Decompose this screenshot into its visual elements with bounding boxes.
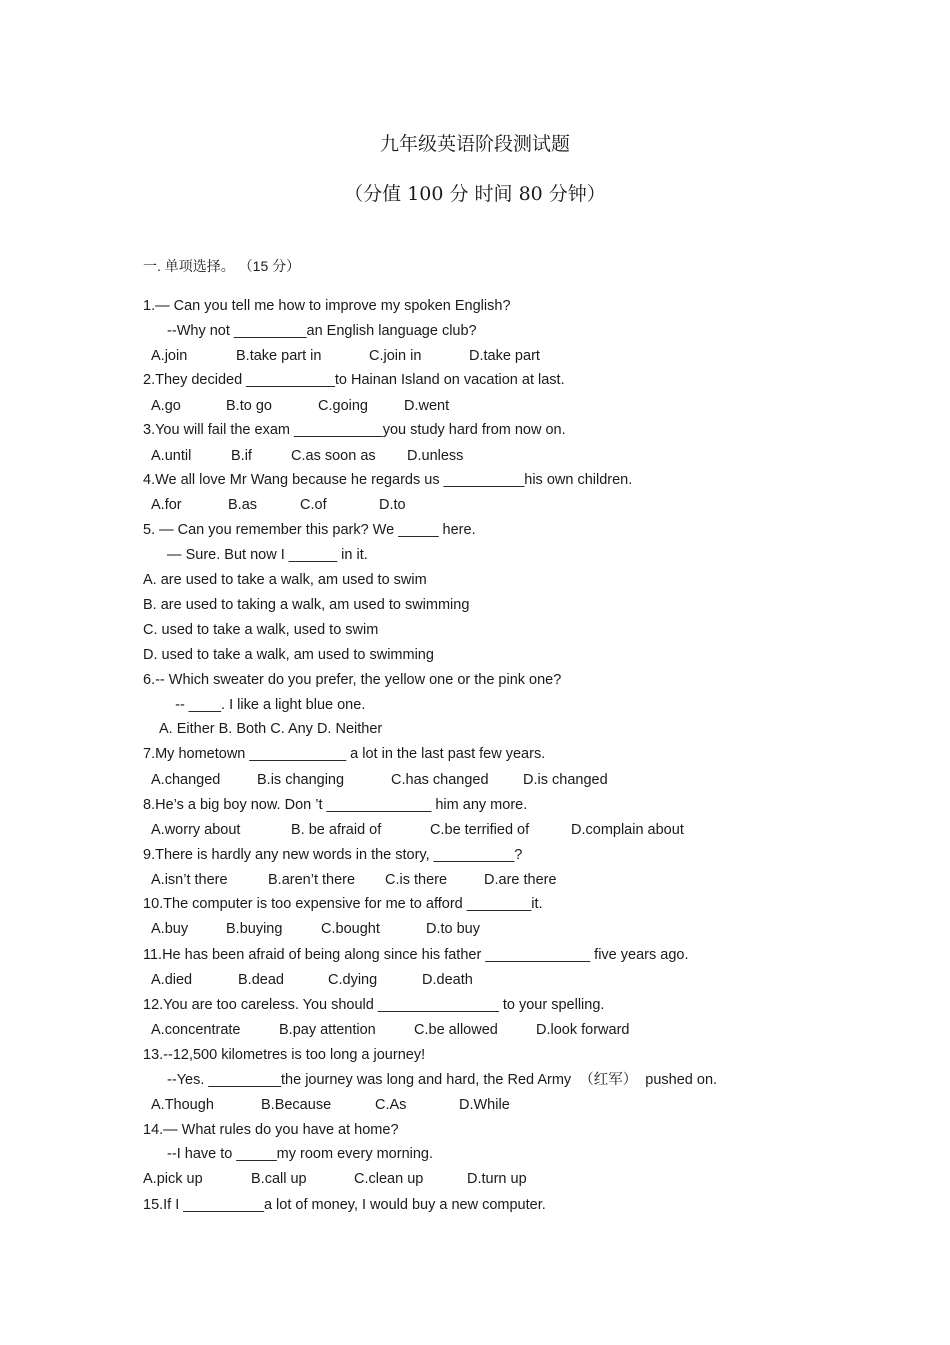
- option-a: A.changed: [151, 772, 221, 788]
- option-c: C.going: [318, 398, 368, 414]
- question-14-line-1: 14.— What rules do you have at home?: [143, 1122, 399, 1138]
- option-c: C.of: [300, 497, 327, 513]
- option-b: B. be afraid of: [291, 822, 382, 838]
- question-6-line-1: 6.-- Which sweater do you prefer, the yellow one or the pink one?: [143, 672, 562, 688]
- option-d: D.are there: [484, 872, 557, 888]
- option-c: C.join in: [369, 348, 422, 364]
- question-15-line-1: 15.If I __________a lot of money, I would buy a new computer.: [143, 1197, 546, 1213]
- option-a: A.until: [151, 448, 192, 464]
- option-d: D.to buy: [426, 921, 480, 937]
- page-title: 九年级英语阶段测试题: [379, 133, 570, 155]
- option-b: B.if: [231, 448, 252, 464]
- option-a: A.worry about: [151, 822, 241, 838]
- option-b: B. are used to taking a walk, am used to swimming: [143, 597, 470, 613]
- question-1-line-1: 1.— Can you tell me how to improve my spoken English?: [143, 298, 511, 314]
- option-d: D.complain about: [571, 822, 684, 838]
- option-c: C.bought: [321, 921, 380, 937]
- option-a: A.go: [151, 398, 181, 414]
- option-b: B.is changing: [257, 772, 345, 788]
- option-b: B.pay attention: [279, 1022, 376, 1038]
- option-a: A.Though: [151, 1097, 214, 1113]
- option-b: B.call up: [251, 1171, 307, 1187]
- question-11-line-1: 11.He has been afraid of being along since his father _____________ five years ago.: [143, 947, 689, 963]
- question-10-line-1: 10.The computer is too expensive for me to afford ________it.: [143, 896, 543, 912]
- option-c: C.clean up: [354, 1171, 424, 1187]
- option-c: C.as soon as: [291, 448, 376, 464]
- option-b: B.take part in: [236, 348, 322, 364]
- question-9-line-1: 9.There is hardly any new words in the story, __________?: [143, 847, 523, 863]
- option-c: C.be terrified of: [430, 822, 530, 838]
- option-b: B.to go: [226, 398, 272, 414]
- question-3-line-1: 3.You will fail the exam ___________you study hard from now on.: [143, 422, 566, 438]
- option-d: D.unless: [407, 448, 464, 464]
- option-a: A.pick up: [143, 1171, 203, 1187]
- question-2-line-1: 2.They decided ___________to Hainan Island on vacation at last.: [143, 372, 565, 388]
- option-b: B.dead: [238, 972, 284, 988]
- option-d: D.to: [379, 497, 406, 513]
- option-d: D.went: [404, 398, 450, 414]
- option-d: D.is changed: [523, 772, 608, 788]
- section-heading: 一. 单项选择。 （15 分）: [143, 258, 301, 274]
- option-a: A.died: [151, 972, 193, 988]
- question-12-line-1: 12.You are too careless. You should _______________ to your spelling.: [143, 997, 605, 1013]
- option-d: D.death: [422, 972, 473, 988]
- question-13-line-1: 13.--12,500 kilometres is too long a journey!: [143, 1047, 426, 1063]
- option-a: A.concentrate: [151, 1022, 241, 1038]
- option-c: C.be allowed: [414, 1022, 498, 1038]
- option-b: B.aren’t there: [268, 872, 356, 888]
- option-b: B.buying: [226, 921, 283, 937]
- option-a: A.join: [151, 348, 188, 364]
- question-6-line-2: -- ____. I like a light blue one.: [159, 697, 366, 713]
- option-c: C.As: [375, 1097, 407, 1113]
- option-c: C. used to take a walk, used to swim: [143, 622, 379, 638]
- question-13-line-2: --Yes. _________the journey was long and hard, the Red Army （红军） pushed on.: [159, 1072, 718, 1088]
- option-d: D. used to take a walk, am used to swimming: [143, 647, 434, 663]
- question-5-line-2: — Sure. But now I ______ in it.: [159, 547, 368, 563]
- question-14-line-2: --I have to _____my room every morning.: [159, 1146, 434, 1162]
- option-d: D.turn up: [467, 1171, 527, 1187]
- option-a: A.buy: [151, 921, 189, 937]
- option-b: B.Because: [261, 1097, 332, 1113]
- option-a: A.isn’t there: [151, 872, 228, 888]
- option-d: D.look forward: [536, 1022, 630, 1038]
- question-6-options: A. Either B. Both C. Any D. Neither: [159, 721, 383, 737]
- question-4-line-1: 4.We all love Mr Wang because he regards us __________his own children.: [143, 472, 633, 488]
- option-c: C.dying: [328, 972, 378, 988]
- option-a: A. are used to take a walk, am used to swim: [143, 572, 427, 588]
- option-c: C.has changed: [391, 772, 489, 788]
- option-b: B.as: [228, 497, 258, 513]
- option-a: A.for: [151, 497, 182, 513]
- question-1-line-2: --Why not _________an English language club?: [159, 323, 477, 339]
- option-d: D.take part: [469, 348, 540, 364]
- option-d: D.While: [459, 1097, 510, 1113]
- question-8-line-1: 8.He’s a big boy now. Don ’t _____________ him any more.: [143, 797, 528, 813]
- option-c: C.is there: [385, 872, 448, 888]
- question-7-line-1: 7.My hometown ____________ a lot in the last past few years.: [143, 746, 546, 762]
- question-5-line-1: 5. — Can you remember this park? We _____ here.: [143, 522, 476, 538]
- page-subtitle: （分值 100 分 时间 80 分钟）: [344, 183, 606, 205]
